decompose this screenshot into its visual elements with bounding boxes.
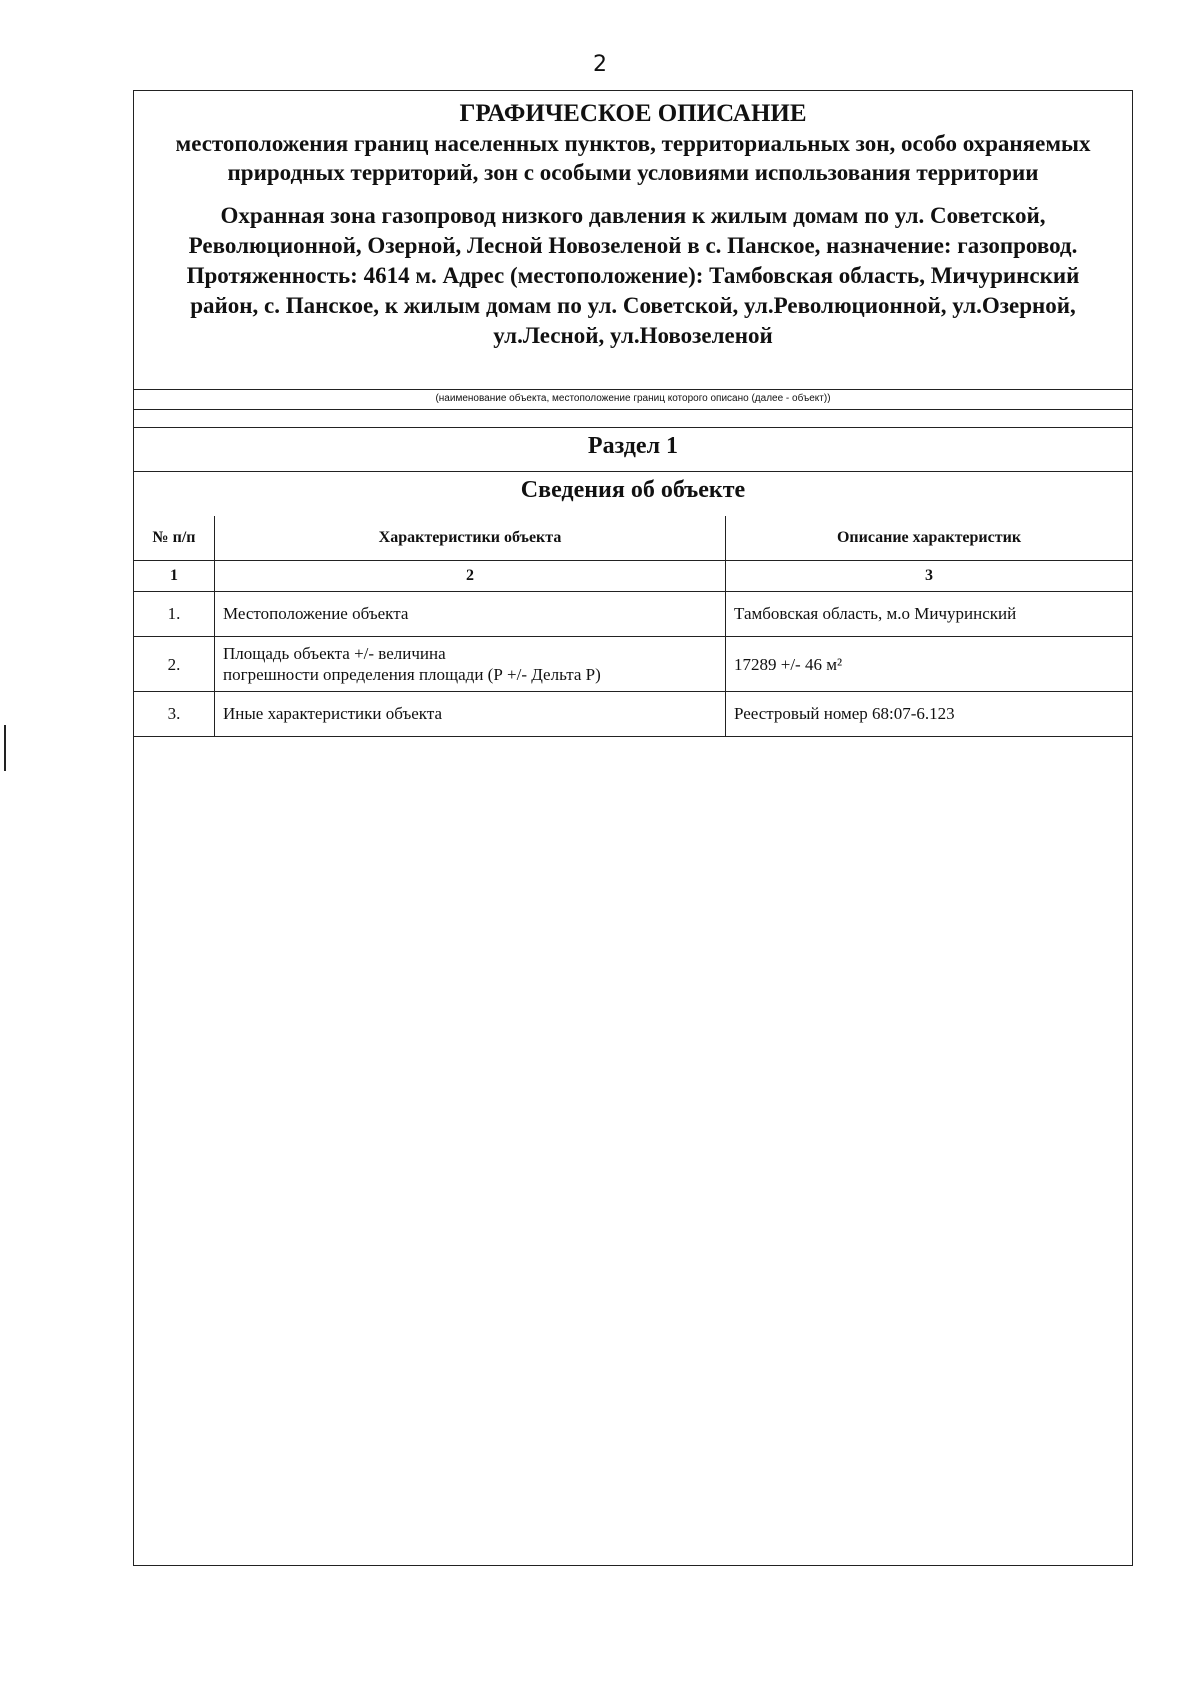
row-description: Тамбовская область, м.о Мичуринский	[726, 592, 1133, 637]
document-header	[134, 91, 1132, 351]
column-header-number: № п/п	[134, 516, 215, 561]
row-number: 1.	[134, 592, 215, 637]
table-header-row	[134, 516, 1132, 561]
row-number: 3.	[134, 692, 215, 737]
divider	[134, 427, 1132, 428]
row-description: Реестровый номер 68:07-6.123	[726, 692, 1133, 737]
object-name-caption: (наименование объекта, местоположение границ которого описано (далее - объект))	[435, 393, 831, 404]
document-title: ГРАФИЧЕСКОЕ ОПИСАНИЕ	[459, 100, 807, 127]
row-characteristic: Местоположение объекта	[215, 592, 726, 637]
table-row	[134, 637, 1132, 692]
column-number: 3	[726, 561, 1133, 592]
divider	[134, 389, 1132, 390]
row-characteristic: Иные характеристики объекта	[215, 692, 726, 737]
column-header-description: Описание характеристик	[726, 516, 1133, 561]
document-subtitle: местоположения границ населенных пунктов, территориальных зон, особо охраняемых природных территорий, зон с особыми условиями использования территории	[175, 131, 1091, 185]
document-frame	[133, 90, 1133, 1566]
row-characteristic	[215, 637, 726, 692]
section-subtitle: Сведения об объекте	[520, 477, 746, 503]
row-characteristic-line: погрешности определения площади (Р +/- Дельта Р)	[223, 665, 601, 684]
table-row	[134, 592, 1132, 637]
row-description: 17289 +/- 46 м²	[726, 637, 1133, 692]
page-number: 2	[593, 52, 607, 77]
column-header-characteristic: Характеристики объекта	[215, 516, 726, 561]
table-row	[134, 692, 1132, 737]
margin-mark	[4, 725, 6, 771]
table-column-numbers-row	[134, 561, 1132, 592]
column-number: 2	[215, 561, 726, 592]
section-title: Раздел 1	[587, 433, 679, 459]
row-number: 2.	[134, 637, 215, 692]
divider	[134, 409, 1132, 410]
object-info-table	[134, 516, 1132, 737]
divider	[134, 471, 1132, 472]
row-characteristic-line: Площадь объекта +/- величина	[223, 644, 446, 663]
object-name: Охранная зона газопровод низкого давления к жилым домам по ул. Советской, Революционной, Озерной, Лесной Новозеленой в с. Панское, назначение: газопровод. Протяженность: 4614 м. Адрес (местоположение): Тамбовская область, Мичуринский район, с. Панское, к жилым домам по ул. Советской, ул.Революционной, ул.Озерной, ул.Лесной, ул.Новозеленой	[186, 203, 1080, 348]
column-number: 1	[134, 561, 215, 592]
